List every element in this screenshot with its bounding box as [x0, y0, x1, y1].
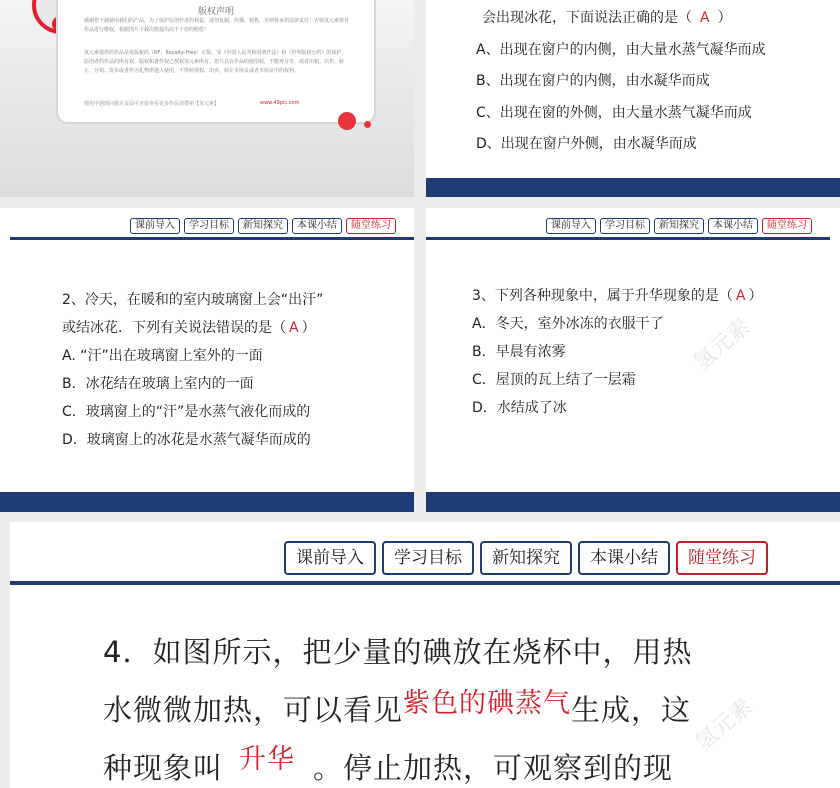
tab-explore[interactable]: 新知探究 — [654, 218, 704, 234]
tab-explore[interactable]: 新知探究 — [480, 541, 572, 575]
q4-line2-text-b: 生成，这 — [571, 693, 692, 727]
q3-stem-end: ） — [748, 288, 763, 304]
notice-para-1: 感谢您下载使用我们的产品，为了保护原创作者的利益，请勿复制、传播、销售，否则将承担法律责任！否则氢元素将对作品进行维权，根据图片下载次数提出高于十倍的赔偿！ — [84, 18, 350, 33]
q3-stem — [472, 282, 762, 310]
q1-option-c: C、出现在窗的外侧，由大量水蒸气凝华而成 — [476, 105, 752, 121]
q3-answer: A — [735, 288, 746, 304]
q1-option-b: B、出现在窗户的内侧，由水凝华而成 — [476, 73, 710, 89]
nav-tabs — [130, 218, 396, 234]
q3-option-b: B．早晨有浓雾 — [472, 344, 566, 360]
q2-option-c: C．玻璃窗上的“汗”是水蒸气液化而成的 — [62, 404, 311, 420]
q1-stem — [482, 4, 732, 32]
decor-dot-1 — [338, 112, 356, 130]
copyright-slide — [0, 0, 414, 197]
tab-summary[interactable]: 本课小结 — [578, 541, 670, 575]
tab-intro[interactable]: 课前导入 — [284, 541, 376, 575]
slide-question-3[interactable] — [426, 208, 840, 512]
q2-stem-end: ） — [301, 320, 316, 336]
header-rule — [10, 237, 414, 240]
q4-fill-answer-1: 紫色的碘蒸气 — [403, 688, 572, 719]
q4-line1: 4．如图所示，把少量的碘放在烧杯中，用热 — [103, 635, 693, 669]
q4-line3-text-a: 种现象叫 — [103, 751, 224, 785]
tab-goals[interactable]: 学习目标 — [184, 218, 234, 234]
decor-dot-2 — [364, 121, 371, 128]
notice-card — [56, 0, 376, 124]
notice-para-2: 氢元素提供的作品是免版税的（RF：Royalty-Free）正版，受《中国人民共和国著作法》和《世界版权公约》的保护，原创者的作品的所有权、版权和著作权已授权氢元素所有，您只具有作品的使用权，不能再分享，或者出租、出售、转让、分销、发布或者作为礼物供他人使用，不得转授权、出卖、转让本协议或者本协议中的权利。 — [84, 50, 347, 74]
q3-option-d: D．水结成了冰 — [472, 400, 567, 416]
tab-practice[interactable]: 随堂练习 — [346, 218, 396, 234]
watermark: 氢元素 — [688, 314, 756, 376]
tab-summary[interactable]: 本课小结 — [292, 218, 342, 234]
slide-footer-bar — [426, 178, 840, 197]
slide-footer-bar — [426, 492, 840, 512]
q1-option-a: A、出现在窗户的内侧，由大量水蒸气凝华而成 — [476, 42, 766, 58]
q1-stem-text: 会出现冰花，下面说法正确的是（ — [482, 10, 692, 26]
tab-goals[interactable]: 学习目标 — [600, 218, 650, 234]
tab-explore[interactable]: 新知探究 — [238, 218, 288, 234]
q2-stem-text: 或结冰花．下列有关说法错误的是（ — [62, 320, 286, 336]
tab-intro[interactable]: 课前导入 — [130, 218, 180, 234]
notice-site-link[interactable]: www.49pic.com — [260, 100, 300, 106]
q1-stem-end: ） — [717, 10, 732, 26]
notice-title: 版权声明 — [197, 7, 234, 17]
tab-practice[interactable]: 随堂练习 — [762, 218, 812, 234]
q2-option-b: B．冰花结在玻璃上室内的一面 — [62, 376, 254, 392]
header-rule — [10, 581, 840, 585]
q4-line2-text-a: 水微微加热，可以看见 — [103, 693, 404, 727]
q2-answer: A — [289, 320, 299, 336]
nav-tabs — [546, 218, 812, 234]
watermark: 氢元素 — [690, 694, 758, 756]
nav-tabs — [284, 541, 768, 575]
slide-footer-bar — [0, 492, 414, 512]
tab-practice[interactable]: 随堂练习 — [676, 541, 768, 575]
tab-summary[interactable]: 本课小结 — [708, 218, 758, 234]
q1-answer: A — [700, 10, 710, 26]
slide-question-2[interactable] — [0, 208, 414, 512]
q4-line3-text-b: 。停止加热，可观察到的现 — [313, 751, 674, 785]
notice-footer: 使用中遇到问题本页面可直接查看更多作品请搜索【氢元素】 — [84, 101, 220, 107]
slide-question-4[interactable] — [10, 522, 840, 788]
q2-option-a: A. “汗”出在玻璃窗上室外的一面 — [62, 348, 263, 364]
q4-fill-answer-2: 升华 — [239, 744, 296, 775]
tab-goals[interactable]: 学习目标 — [382, 541, 474, 575]
header-rule — [426, 237, 830, 240]
q3-option-c: C．屋顶的瓦上结了一层霜 — [472, 372, 636, 388]
slide-question-1[interactable] — [426, 0, 840, 197]
q1-option-d: D、出现在窗户外侧，由水凝华而成 — [476, 136, 697, 152]
tab-intro[interactable]: 课前导入 — [546, 218, 596, 234]
q4-line2 — [103, 688, 691, 734]
q2-stem-line2 — [62, 314, 316, 342]
q2-option-d: D．玻璃窗上的冰花是水蒸气凝华而成的 — [62, 432, 311, 448]
q2-stem-line1: 2、冷天，在暖和的室内玻璃窗上会“出汗” — [62, 292, 324, 308]
q4-line3 — [103, 746, 673, 788]
q3-option-a: A．冬天，室外冰冻的衣服干了 — [472, 316, 664, 332]
q3-stem-text: 3、下列各种现象中，属于升华现象的是（ — [472, 288, 733, 304]
